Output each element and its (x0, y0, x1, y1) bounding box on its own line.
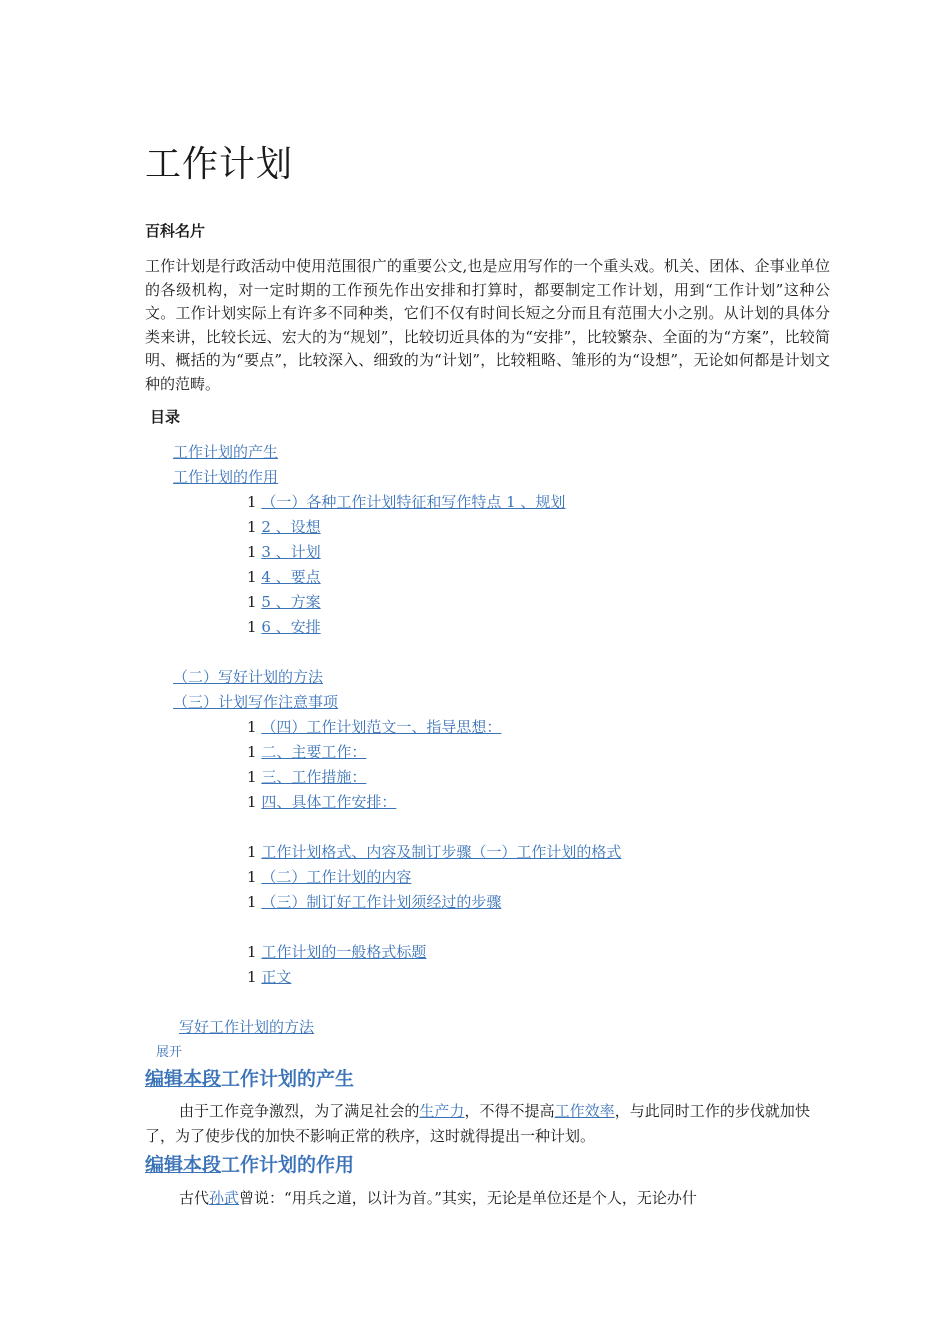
toc-item (247, 717, 501, 737)
toc-item (173, 467, 278, 487)
toc-link[interactable]: 工作计划格式、内容及制订步骤（一）工作计划的格式 (261, 843, 622, 861)
toc-number: 1 (247, 793, 257, 811)
toc-item (247, 867, 411, 887)
toc-number: 1 (247, 618, 257, 636)
toc-link[interactable]: 工作计划的作用 (173, 468, 279, 486)
page-title: 工作计划 (145, 144, 294, 185)
toc-item (247, 842, 621, 862)
toc-item (145, 1017, 314, 1037)
toc-item (247, 592, 321, 612)
toc-link[interactable]: 四、具体工作安排： (261, 793, 397, 811)
toc-item (173, 667, 323, 687)
toc-item (247, 517, 321, 537)
paragraph-text: 古代 (179, 1189, 210, 1207)
section-heading (145, 1064, 354, 1091)
toc-item (247, 942, 426, 962)
toc-link[interactable]: 5 、方案 (261, 593, 321, 611)
paragraph-text: 由于工作竞争激烈，为了满足社会的 (179, 1102, 420, 1120)
toc-item (247, 967, 291, 987)
paragraph-text: ，与此同时工作的步伐就加快了，为了使步伐的加快不影响正常的秩序，这时就得提出一种计划。 (145, 1102, 810, 1145)
toc-number: 1 (247, 843, 257, 861)
toc-link[interactable]: （二）写好计划的方法 (173, 668, 324, 686)
inline-link[interactable]: 孙武 (209, 1189, 240, 1207)
toc-link[interactable]: 工作计划的产生 (173, 443, 279, 461)
toc-number: 1 (247, 943, 257, 961)
toc-link[interactable]: 正文 (261, 968, 292, 986)
section-title: 工作计划的产生 (221, 1068, 355, 1090)
toc-number: 1 (247, 968, 257, 986)
section-title: 工作计划的作用 (221, 1154, 355, 1176)
toc-item (247, 542, 321, 562)
toc-item (247, 567, 321, 587)
toc-number: 1 (247, 493, 257, 511)
toc-item (173, 442, 278, 462)
expand-toggle[interactable]: 展开 (156, 1045, 183, 1060)
toc-item (247, 892, 501, 912)
edit-section-link[interactable]: 编辑本段 (145, 1068, 222, 1090)
paragraph-text: 曾说：“用兵之道，以计为首。”其实，无论是单位还是个人，无论办什 (239, 1189, 697, 1207)
toc-link[interactable]: 三、工作措施： (261, 768, 367, 786)
edit-section-link[interactable]: 编辑本段 (145, 1154, 222, 1176)
inline-link[interactable]: 工作效率 (554, 1102, 615, 1120)
toc-number: 1 (247, 868, 257, 886)
toc-link[interactable]: 6 、安排 (261, 618, 321, 636)
toc-number: 1 (247, 718, 257, 736)
toc-link[interactable]: 工作计划的一般格式标题 (261, 943, 427, 961)
toc-link[interactable]: （一）各种工作计划特征和写作特点 1 、规划 (261, 493, 566, 511)
toc-number: 1 (247, 543, 257, 561)
toc-link[interactable]: 4 、要点 (261, 568, 321, 586)
toc-number: 1 (247, 893, 257, 911)
section-paragraph (145, 1099, 810, 1149)
paragraph-text: ，不得不提高 (464, 1102, 555, 1120)
toc-label: 目录 (150, 408, 181, 426)
toc-number: 1 (247, 743, 257, 761)
toc-number: 1 (247, 568, 257, 586)
encyclopedia-card-label: 百科名片 (145, 222, 206, 240)
toc-link[interactable]: （三）计划写作注意事项 (173, 693, 339, 711)
toc-item (173, 692, 338, 712)
toc-item (247, 492, 565, 512)
inline-link[interactable]: 生产力 (419, 1102, 465, 1120)
toc-link[interactable]: （二）工作计划的内容 (261, 868, 412, 886)
toc-number: 1 (247, 768, 257, 786)
toc-item (247, 617, 321, 637)
toc-item (247, 792, 396, 812)
toc-item (247, 767, 366, 787)
toc-link[interactable]: （四）工作计划范文一、指导思想： (261, 718, 502, 736)
section-heading (145, 1150, 354, 1177)
toc-link[interactable]: 2 、设想 (261, 518, 321, 536)
toc-link[interactable]: 二、主要工作： (261, 743, 367, 761)
toc-link[interactable]: 写好工作计划的方法 (179, 1018, 315, 1036)
section-paragraph (145, 1186, 810, 1211)
toc-link[interactable]: （三）制订好工作计划须经过的步骤 (261, 893, 502, 911)
toc-number: 1 (247, 518, 257, 536)
intro-paragraph: 工作计划是行政活动中使用范围很广的重要公文,也是应用写作的一个重头戏。机关、团体、企事业单位的各级机构，对一定时期的工作预先作出安排和打算时，都要制定工作计划，用到“工作计划”这种公文。工作计划实际上有许多不同种类，它们不仅有时间长短之分而且有范围大小之别。从计划的具体分类来讲，比较长远、宏大的为“规划”，比较切近具体的为“安排”，比较繁杂、全面的为“方案”，比较简明、概括的为“要点”，比较深入、细致的为“计划”，比较粗略、雏形的为“设想”，无论如何都是计划文种的范畴。 (145, 257, 830, 393)
toc-item (247, 742, 366, 762)
toc-number: 1 (247, 593, 257, 611)
toc-link[interactable]: 3 、计划 (261, 543, 321, 561)
